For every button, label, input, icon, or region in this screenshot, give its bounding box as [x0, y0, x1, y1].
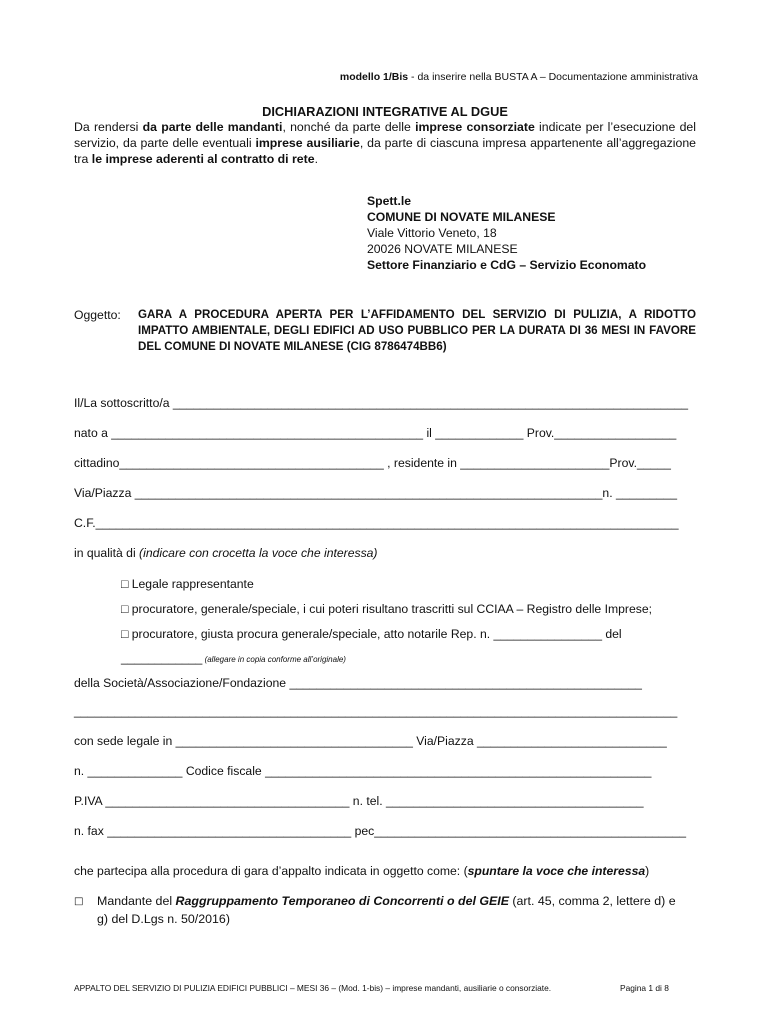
role-label: [74, 546, 378, 560]
company-name-field[interactable]: della Società/Associazione/Fondazione ____________________________________________________: [74, 676, 642, 690]
participation-statement: [74, 864, 649, 878]
company-name-field-line2[interactable]: _________________________________________________________________________________________: [74, 704, 678, 718]
birth-place-field[interactable]: nato a ______________________________________________ il _____________ Prov.__________________: [74, 426, 677, 440]
subject-text: GARA A PROCEDURA APERTA PER L’AFFIDAMENTO DEL SERVIZIO DI PULIZIA, A RIDOTTO IMPATTO AMBIENTALE, DEGLI EDIFICI AD USO PUBBLICO PER LA DURATA DI 36 MESI IN FAVORE DEL COMUNE DI NOVATE MILANESE (CIG 8786474BB6): [138, 308, 696, 353]
citizenship-residence-field[interactable]: cittadino_______________________________________ , residente in ______________________Prov._____: [74, 456, 671, 470]
mandante-text-2: (art. 45, comma 2, lettere d) e: [508, 894, 676, 908]
recipient-name: COMUNE DI NOVATE MILANESE: [367, 210, 556, 224]
mandante-option[interactable]: [97, 894, 676, 908]
participation-end: ): [645, 864, 650, 878]
address-field[interactable]: Via/Piazza _____________________________________________________________________n. _________: [74, 486, 677, 500]
mandante-checkbox[interactable]: □: [74, 896, 84, 907]
mandante-group-type: Raggruppamento Temporaneo di Concorrenti o del GEIE: [175, 894, 509, 908]
role-label-hint: (indicare con crocetta la voce che interessa): [139, 546, 378, 560]
intro-text-4: , da parte di ciascuna impresa appartenente all’aggregazione tra: [74, 136, 697, 166]
option-notarial-attorney[interactable]: □ procuratore, giusta procura generale/speciale, atto notarile Rep. n. ________________ del: [121, 627, 622, 641]
option-registered-attorney[interactable]: □ procuratore, generale/speciale, i cui poteri risultano trascritti sul CCIAA – Registro delle Imprese;: [121, 602, 652, 616]
recipient-city: 20026 NOVATE MILANESE: [367, 242, 518, 256]
intro-bold-1: da parte delle mandanti: [142, 120, 283, 134]
page-number: Pagina 1 di 8: [620, 983, 669, 993]
model-note: - da inserire nella BUSTA A – Documentazione amministrativa: [408, 71, 698, 83]
attachment-note: (allegare in copia conforme all’originale): [202, 655, 346, 664]
intro-bold-3: imprese ausiliarie: [255, 136, 360, 150]
tax-code-field[interactable]: C.F.______________________________________________________________________________________: [74, 516, 679, 530]
mandante-text-1: Mandante del: [97, 894, 176, 908]
page-title: DICHIARAZIONI INTEGRATIVE AL DGUE: [262, 104, 508, 119]
intro-text-1: Da rendersi: [74, 120, 143, 134]
intro-paragraph: [74, 119, 696, 167]
participation-hint: spuntare la voce che interessa: [467, 864, 646, 878]
intro-text-3: indicate per l’esecuzione del servizio, da parte delle eventuali: [74, 120, 696, 150]
signatory-name-field[interactable]: Il/La sottoscritto/a ____________________________________________________________________________: [74, 396, 689, 410]
vat-phone-field[interactable]: P.IVA ____________________________________ n. tel. ______________________________________: [74, 794, 644, 808]
notarial-date-field[interactable]: [121, 651, 346, 665]
intro-text-2: , nonché da parte delle: [282, 120, 416, 134]
fax-pec-field[interactable]: n. fax ____________________________________ pec______________________________________________: [74, 824, 687, 838]
participation-text: che partecipa alla procedura di gara d’appalto indicata in oggetto come: (: [74, 864, 468, 878]
registered-office-field[interactable]: con sede legale in ___________________________________ Via/Piazza ____________________________: [74, 734, 667, 748]
model-header: [340, 71, 698, 83]
notarial-date-blank[interactable]: ____________: [121, 651, 203, 665]
mandante-option-line2: g) del D.Lgs n. 50/2016): [97, 912, 230, 926]
option-legal-representative[interactable]: □ Legale rappresentante: [121, 577, 254, 591]
role-label-text: in qualità di: [74, 546, 140, 560]
subject-label: Oggetto:: [74, 308, 121, 322]
recipient-office: Settore Finanziario e CdG – Servizio Economato: [367, 258, 647, 272]
intro-bold-4: le imprese aderenti al contratto di rete: [91, 152, 315, 166]
intro-bold-2: imprese consorziate: [415, 120, 535, 134]
model-number: modello 1/Bis: [339, 71, 409, 83]
intro-text-5: .: [314, 152, 318, 166]
recipient-street: Viale Vittorio Veneto, 18: [367, 226, 497, 240]
recipient-salutation: Spett.le: [367, 194, 412, 208]
fiscal-code-field[interactable]: n. ______________ Codice fiscale _________________________________________________________: [74, 764, 652, 778]
footer-text: APPALTO DEL SERVIZIO DI PULIZIA EDIFICI PUBBLICI – MESI 36 – (Mod. 1-bis) – imprese mandanti, ausiliarie o consorziate.: [74, 983, 552, 993]
